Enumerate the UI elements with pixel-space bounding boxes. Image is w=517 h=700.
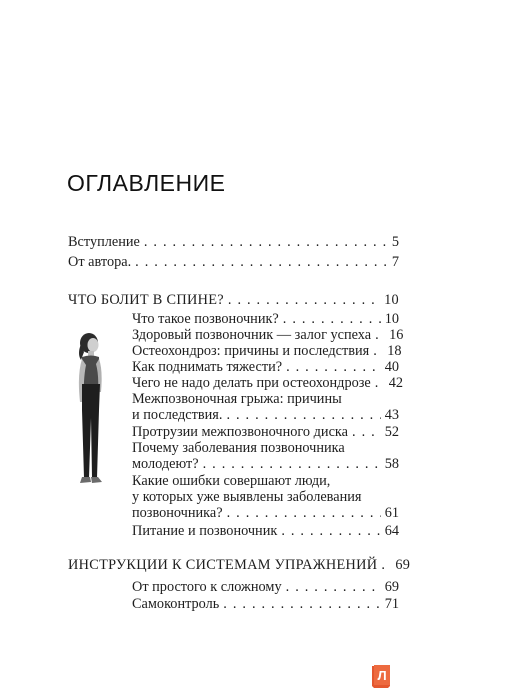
dot-leader [373,343,383,360]
dot-leader [223,596,380,613]
dot-leader [286,359,381,376]
toc-label: молодеют? [132,456,199,472]
toc-page-number: 69 [384,579,399,595]
toc-label: Вступление [68,234,140,250]
dot-leader [228,292,380,309]
toc-entry-author[interactable] [68,254,399,271]
toc-page-number: 40 [384,359,399,375]
toc-page-number: 58 [384,456,399,472]
toc-page-number: 5 [391,234,399,250]
standing-woman-figure [62,330,122,490]
dot-leader [144,234,388,251]
toc-entry[interactable] [132,424,399,441]
toc-label: Питание и позвоночник [132,523,278,539]
dot-leader [283,311,381,328]
dot-leader [203,456,381,473]
toc-entry[interactable] [132,311,399,328]
toc-entry[interactable] [132,523,399,540]
toc-label: Чего не надо делать при остеохондрозе [132,375,371,391]
dot-leader [226,407,380,424]
toc-section-what-hurts[interactable] [68,292,399,309]
logo-letter: Л [377,668,387,683]
dot-leader [227,505,381,522]
toc-label: Остеохондроз: причины и последствия [132,343,370,359]
page-title: ОГЛАВЛЕНИЕ [67,170,226,196]
toc-page-number: 7 [391,254,399,270]
toc-label: Как поднимать тяжести? [132,359,283,375]
toc-page-number: 69 [395,557,411,573]
toc-label: От автора. [68,254,132,270]
toc-entry-line: Почему заболевания позвоночника [132,440,345,456]
toc-page-number: 71 [384,596,399,612]
toc-label: Здоровый позвоночник — залог успеха [132,327,372,343]
toc-entry[interactable] [132,505,399,522]
toc-section-label: ЧТО БОЛИТ В СПИНЕ? [68,292,224,308]
toc-entry[interactable] [132,359,399,376]
toc-label: Протрузии межпозвоночного диска [132,424,349,440]
toc-label: позвоночника? [132,505,223,521]
toc-section-label: ИНСТРУКЦИИ К СИСТЕМАМ УПРАЖНЕНИЙ [68,557,378,573]
dot-leader [381,557,391,574]
toc-entry[interactable] [132,596,399,613]
dot-leader [352,424,381,441]
toc-page-number: 16 [389,327,404,343]
toc-page-number: 10 [384,311,399,327]
toc-section-instructions[interactable] [68,557,411,574]
publisher-logo-icon [370,664,392,688]
toc-entry[interactable] [132,579,399,596]
dot-leader [281,523,380,540]
toc-entry[interactable] [132,375,404,392]
toc-entry[interactable] [132,343,402,360]
dot-leader [286,579,381,596]
toc-entry[interactable] [132,327,404,344]
toc-label: Самоконтроль [132,596,220,612]
toc-entry-intro[interactable] [68,234,399,251]
toc-page-number: 64 [384,523,399,539]
toc-page-number: 42 [388,375,404,391]
toc-label: Что такое позвоночник? [132,311,279,327]
dot-leader [375,327,385,344]
toc-entry-line: у которых уже выявлены заболевания [132,489,362,505]
toc-entry-line: Какие ошибки совершают люди, [132,473,331,489]
toc-label: и последствия. [132,407,223,423]
dot-leader [375,375,385,392]
toc-page-number: 43 [384,407,399,423]
toc-page-number: 18 [387,343,402,359]
dot-leader [135,254,388,271]
toc-entry-line: Межпозвоночная грыжа: причины [132,391,342,407]
toc-label: От простого к сложному [132,579,282,595]
toc-page-number: 10 [384,292,399,308]
toc-entry[interactable] [132,456,399,473]
toc-entry[interactable] [132,407,399,424]
toc-page-number: 52 [384,424,399,440]
toc-page-number: 61 [384,505,399,521]
